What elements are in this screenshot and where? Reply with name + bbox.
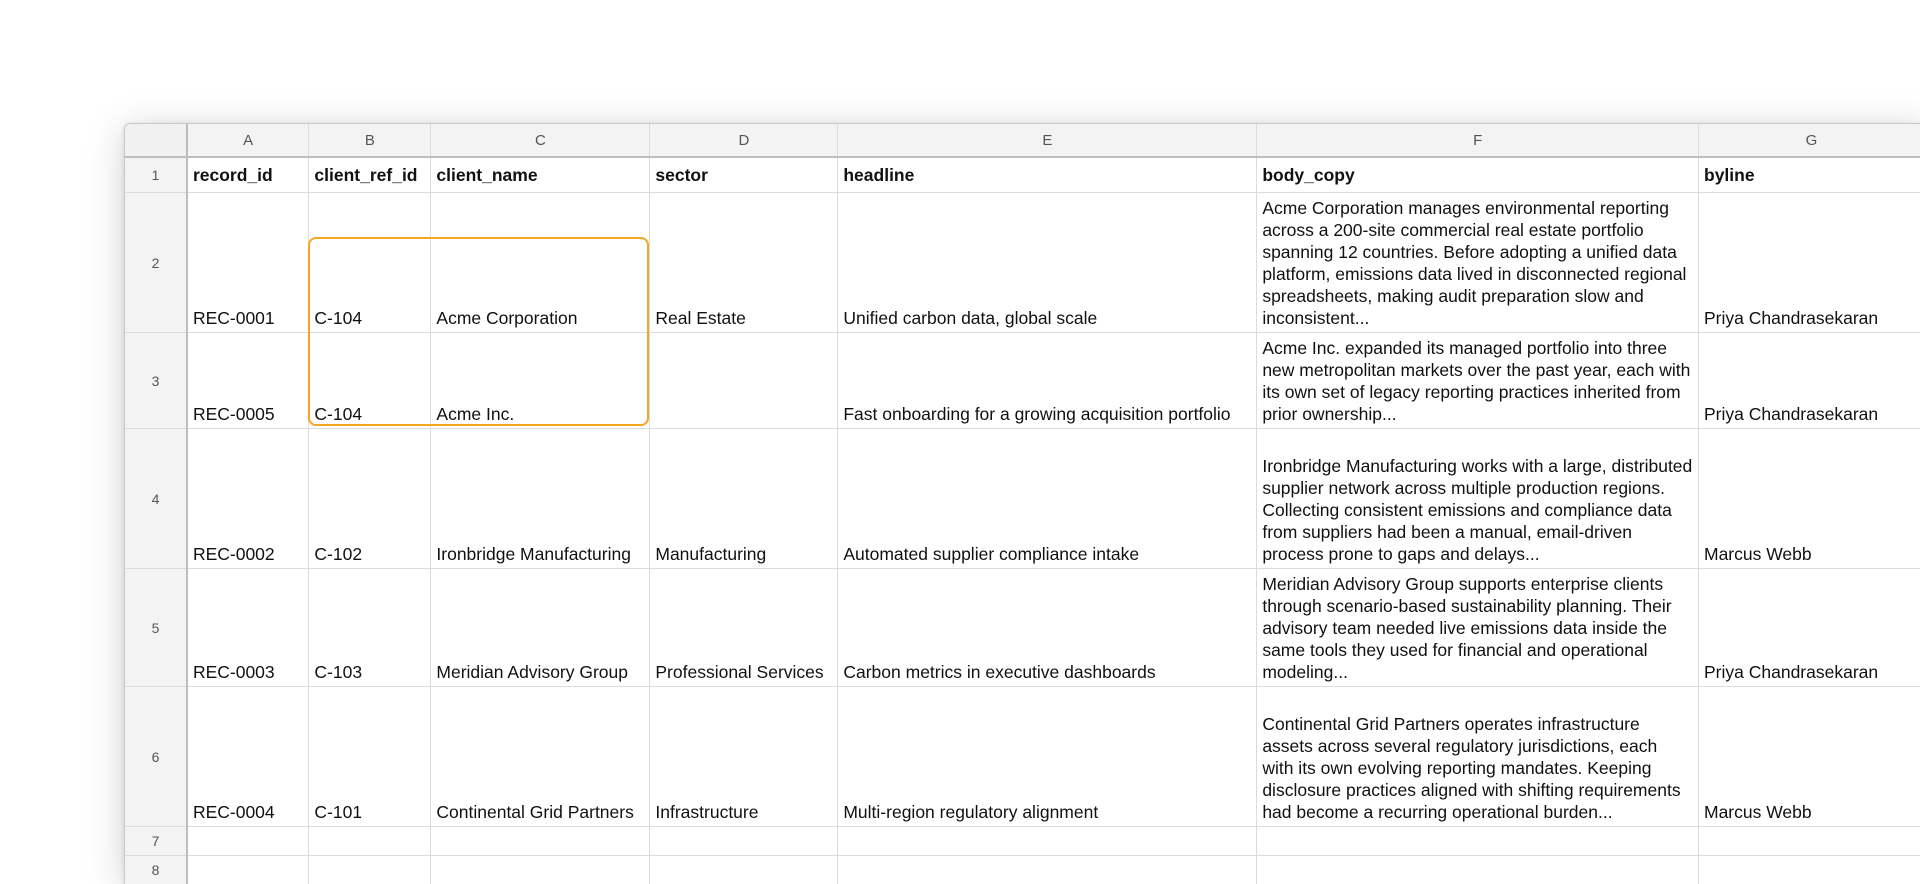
cell-body-copy[interactable]: Ironbridge Manufacturing works with a large, distributed supplier network across multiple production regions. Collecting consistent emissions and compliance data from suppliers had been a manual, email-driven process prone to gaps and delays... — [1257, 429, 1699, 569]
cell-record-id[interactable]: REC-0002 — [187, 429, 309, 569]
cell-body-copy[interactable]: Acme Inc. expanded its managed portfolio into three new metropolitan markets over the past year, each with its own set of legacy reporting practices inherited from prior ownership... — [1257, 333, 1699, 429]
cell-headline[interactable]: Unified carbon data, global scale — [838, 193, 1257, 333]
empty-cell[interactable] — [1699, 827, 1920, 856]
cell-record-id[interactable]: REC-0004 — [187, 687, 309, 827]
table-row-header — [125, 157, 1920, 193]
cell-client-name[interactable]: Acme Inc. — [431, 333, 650, 429]
cell-record-id[interactable]: REC-0005 — [187, 333, 309, 429]
empty-cell[interactable] — [309, 856, 431, 884]
cell-byline[interactable]: Marcus Webb — [1699, 687, 1920, 827]
cell-body-copy[interactable]: Acme Corporation manages environmental reporting across a 200-site commercial real estate portfolio spanning 12 countries. Before adopting a unified data platform, emissions data lived in disconnected regional spreadsheets, making audit preparation slow and inconsistent... — [1257, 193, 1699, 333]
cell-headline[interactable]: Fast onboarding for a growing acquisition portfolio — [838, 333, 1257, 429]
empty-cell[interactable] — [187, 856, 309, 884]
cell-client-name[interactable]: Ironbridge Manufacturing — [431, 429, 650, 569]
cell-c1[interactable]: client_name — [431, 157, 650, 193]
empty-cell[interactable] — [1699, 856, 1920, 884]
select-all-corner[interactable] — [125, 124, 187, 157]
column-header-c[interactable]: C — [431, 124, 650, 157]
cell-d1[interactable]: sector — [650, 157, 838, 193]
cell-byline[interactable]: Priya Chandrasekaran — [1699, 193, 1920, 333]
cell-client-name[interactable]: Continental Grid Partners — [431, 687, 650, 827]
cell-headline[interactable]: Carbon metrics in executive dashboards — [838, 569, 1257, 687]
column-header-g[interactable]: G — [1699, 124, 1920, 157]
row-number[interactable]: 8 — [125, 856, 187, 884]
cell-client-ref-id[interactable]: C-104 — [309, 193, 431, 333]
row-number[interactable]: 6 — [125, 687, 187, 827]
empty-cell[interactable] — [650, 827, 838, 856]
table-row-empty — [125, 827, 1920, 856]
table-row — [125, 429, 1920, 569]
cell-b1[interactable]: client_ref_id — [309, 157, 431, 193]
column-header-f[interactable]: F — [1257, 124, 1699, 157]
table-row — [125, 687, 1920, 827]
cell-g1[interactable]: byline — [1699, 157, 1920, 193]
cell-byline[interactable]: Priya Chandrasekaran — [1699, 333, 1920, 429]
table-row — [125, 193, 1920, 333]
empty-cell[interactable] — [1257, 827, 1699, 856]
row-number[interactable]: 7 — [125, 827, 187, 856]
column-header-d[interactable]: D — [650, 124, 838, 157]
cell-client-ref-id[interactable]: C-104 — [309, 333, 431, 429]
cell-e1[interactable]: headline — [838, 157, 1257, 193]
table-row — [125, 333, 1920, 429]
empty-cell[interactable] — [309, 827, 431, 856]
empty-cell[interactable] — [1257, 856, 1699, 884]
cell-byline[interactable]: Priya Chandrasekaran — [1699, 569, 1920, 687]
spreadsheet-window — [124, 123, 1920, 884]
cell-record-id[interactable]: REC-0001 — [187, 193, 309, 333]
empty-cell[interactable] — [187, 827, 309, 856]
empty-cell[interactable] — [838, 856, 1257, 884]
table-row-empty — [125, 856, 1920, 884]
column-header-a[interactable]: A — [187, 124, 309, 157]
cell-client-name[interactable]: Meridian Advisory Group — [431, 569, 650, 687]
cell-client-ref-id[interactable]: C-101 — [309, 687, 431, 827]
spreadsheet-grid — [125, 124, 1920, 884]
cell-sector[interactable]: Professional Services — [650, 569, 838, 687]
cell-sector[interactable]: Manufacturing — [650, 429, 838, 569]
column-header-row — [125, 124, 1920, 157]
cell-a1[interactable]: record_id — [187, 157, 309, 193]
row-number[interactable]: 5 — [125, 569, 187, 687]
column-header-b[interactable]: B — [309, 124, 431, 157]
cell-body-copy[interactable]: Continental Grid Partners operates infrastructure assets across several regulatory jurisdictions, each with its own evolving reporting mandates. Keeping disclosure practices aligned with shifting requirements had become a recurring operational burden... — [1257, 687, 1699, 827]
row-number[interactable]: 1 — [125, 157, 187, 193]
empty-cell[interactable] — [431, 856, 650, 884]
row-number[interactable]: 3 — [125, 333, 187, 429]
cell-byline[interactable]: Marcus Webb — [1699, 429, 1920, 569]
empty-cell[interactable] — [650, 856, 838, 884]
cell-client-ref-id[interactable]: C-102 — [309, 429, 431, 569]
cell-f1[interactable]: body_copy — [1257, 157, 1699, 193]
cell-body-copy[interactable]: Meridian Advisory Group supports enterprise clients through scenario-based sustainability planning. Their advisory team needed live emissions data inside the same tools they used for financial and operational modeling... — [1257, 569, 1699, 687]
cell-sector[interactable]: Infrastructure — [650, 687, 838, 827]
cell-client-ref-id[interactable]: C-103 — [309, 569, 431, 687]
column-header-e[interactable]: E — [838, 124, 1257, 157]
cell-headline[interactable]: Multi-region regulatory alignment — [838, 687, 1257, 827]
row-number[interactable]: 4 — [125, 429, 187, 569]
cell-client-name[interactable]: Acme Corporation — [431, 193, 650, 333]
cell-sector[interactable] — [650, 333, 838, 429]
table-row — [125, 569, 1920, 687]
cell-sector[interactable]: Real Estate — [650, 193, 838, 333]
empty-cell[interactable] — [838, 827, 1257, 856]
empty-cell[interactable] — [431, 827, 650, 856]
row-number[interactable]: 2 — [125, 193, 187, 333]
cell-headline[interactable]: Automated supplier compliance intake — [838, 429, 1257, 569]
cell-record-id[interactable]: REC-0003 — [187, 569, 309, 687]
